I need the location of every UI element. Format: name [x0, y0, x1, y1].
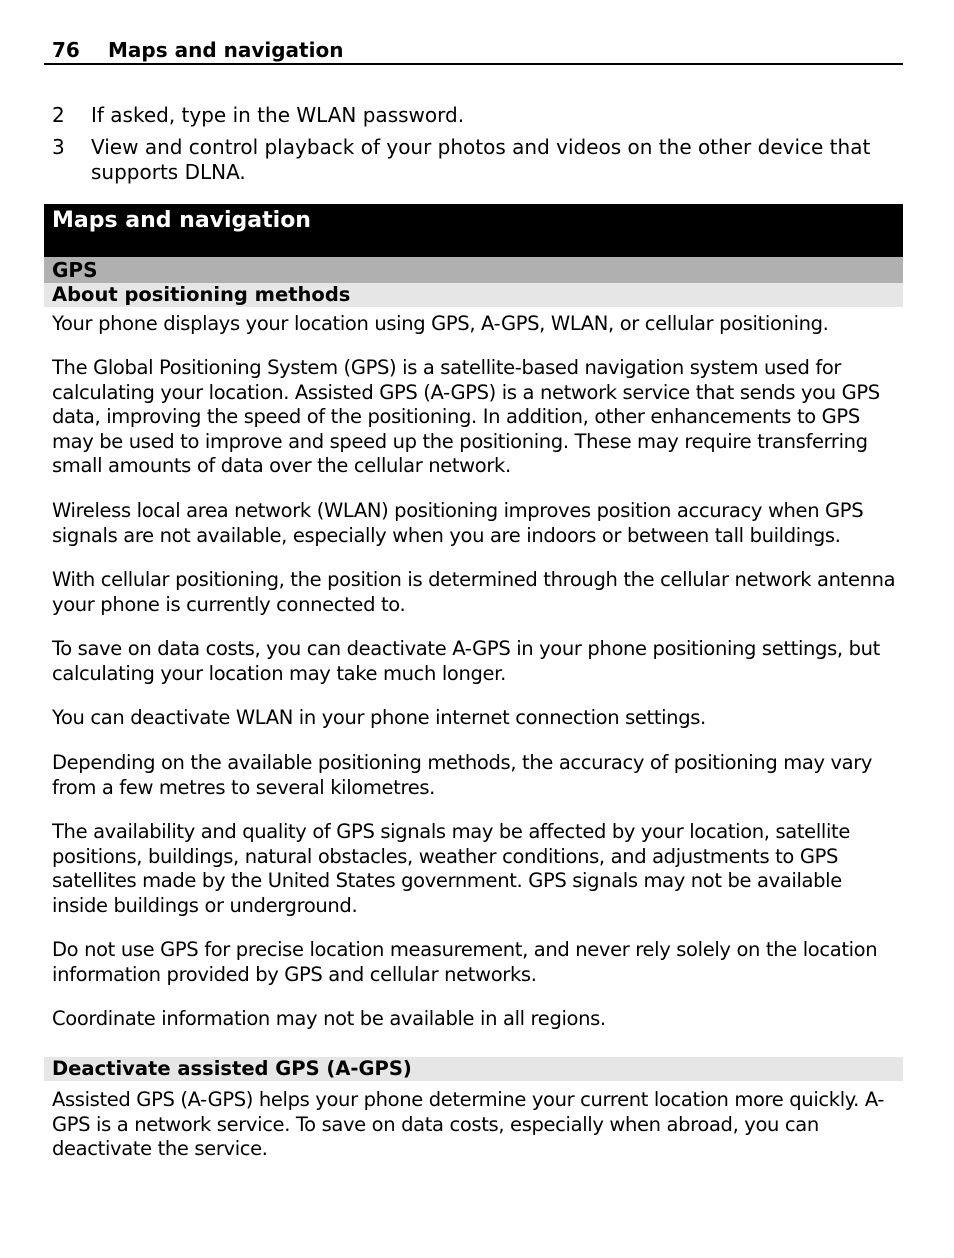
subsection-title: Deactivate assisted GPS (A-GPS) [52, 1057, 412, 1080]
paragraph: Your phone displays your location using GPS, A-GPS, WLAN, or cellular positioning. [52, 312, 829, 335]
paragraph: You can deactivate WLAN in your phone internet connection settings. [52, 706, 706, 729]
page-number: 76 [52, 38, 80, 62]
page-header [44, 36, 903, 65]
paragraph: With cellular positioning, the position is determined through the cellular network antenna your phone is currently connected to. [52, 568, 896, 616]
step-number: 3 [52, 135, 65, 159]
subsection-title: About positioning methods [52, 283, 351, 306]
paragraph: Wireless local area network (WLAN) positioning improves position accuracy when GPS signals are not available, especially when you are indoors or between tall buildings. [52, 499, 864, 547]
section-title: GPS [52, 258, 98, 282]
paragraph: Depending on the available positioning methods, the accuracy of positioning may vary from a few metres to several kilometres. [52, 751, 873, 799]
running-title: Maps and navigation [108, 38, 344, 62]
section-heading [44, 257, 903, 283]
step-number: 2 [52, 103, 65, 127]
paragraph: Assisted GPS (A-GPS) helps your phone determine your current location more quickly. A-GPS is a network service. To save on data costs, especially when abroad, you can deactivate the service. [52, 1088, 885, 1161]
subsection-heading-about [44, 283, 903, 307]
step-text: If asked, type in the WLAN password. [91, 103, 465, 127]
paragraph: The availability and quality of GPS signals may be affected by your location, satellite positions, buildings, natural obstacles, weather conditions, and adjustments to GPS satellites made by the United States government. GPS signals may not be available inside buildings or underground. [52, 820, 850, 917]
paragraph: Do not use GPS for precise location measurement, and never rely solely on the location information provided by GPS and cellular networks. [52, 938, 878, 986]
paragraph: The Global Positioning System (GPS) is a satellite-based navigation system used for calculating your location. Assisted GPS (A-GPS) is a network service that sends you GPS data, improving the speed of the positioning. In addition, other enhancements to GPS may be used to improve and speed up the positioning. These may require transferring small amounts of data over the cellular network. [52, 356, 880, 478]
chapter-title: Maps and navigation [52, 208, 311, 233]
paragraph: Coordinate information may not be available in all regions. [52, 1007, 606, 1030]
step-text: View and control playback of your photos and videos on the other device that supports DLNA. [91, 135, 871, 184]
subsection-heading-deactivate [44, 1057, 903, 1081]
chapter-heading [44, 204, 903, 257]
paragraph: To save on data costs, you can deactivate A-GPS in your phone positioning settings, but calculating your location may take much longer. [52, 637, 880, 685]
